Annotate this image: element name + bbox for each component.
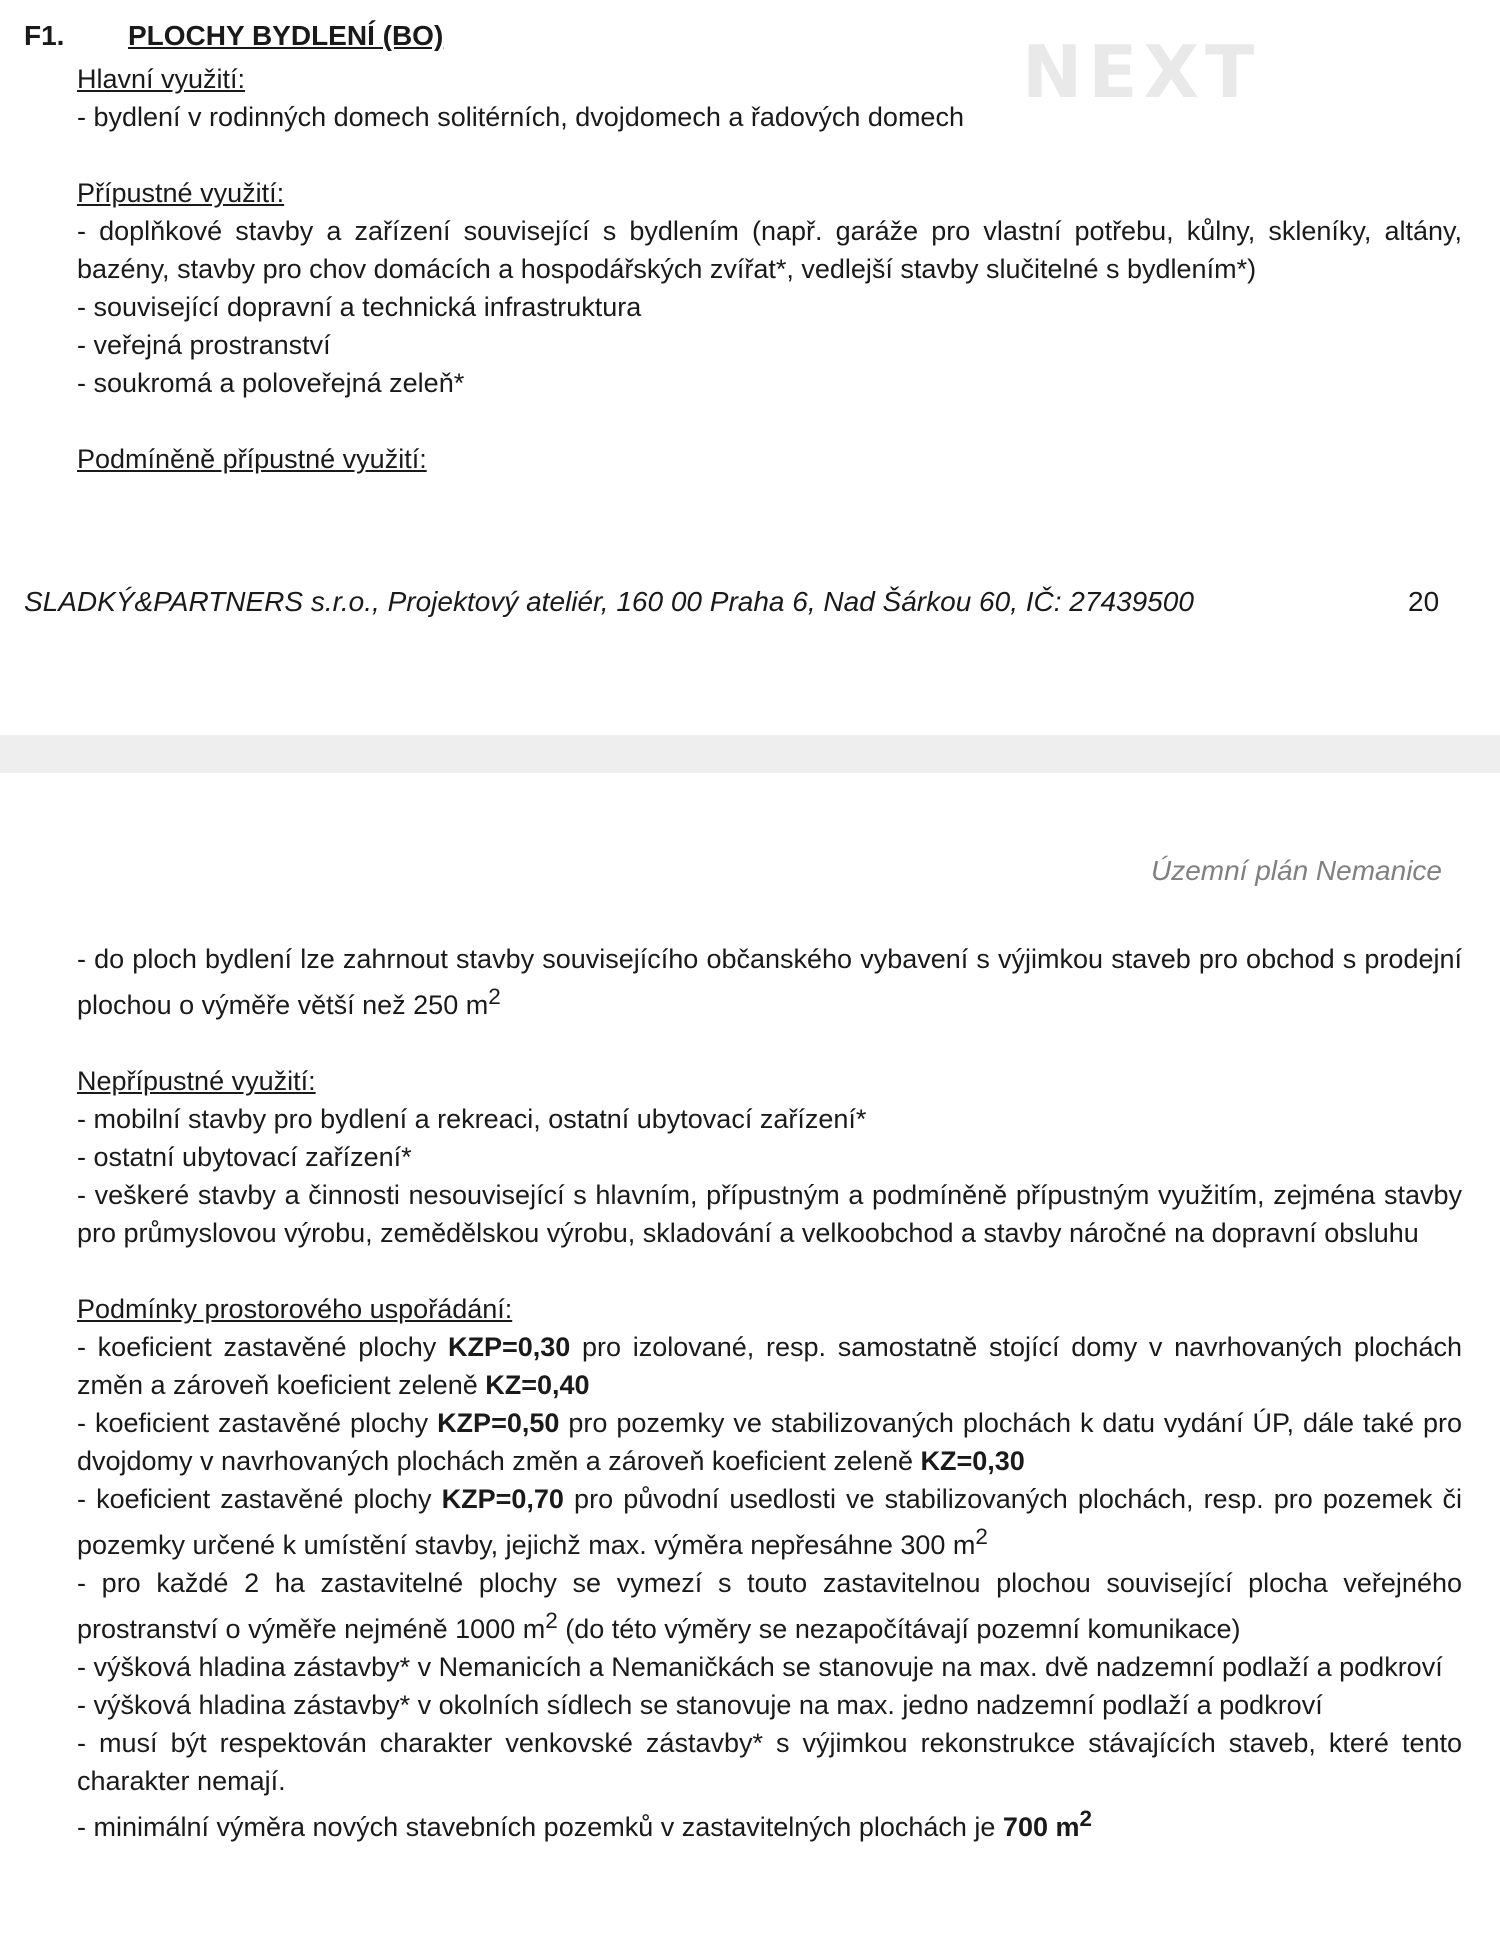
spatial-item: - koeficient zastavěné plochy KZP=0,70 pro původní usedlosti ve stabilizovaných plochách, resp. pro pozemek či pozemky určené k umístění stavby, jejichž max. výměra nepřesáhne 300 $m^2$ xyxy=(77,1484,1462,1560)
permitted-use-item: - soukromá a poloveřejná zeleň* xyxy=(77,368,465,398)
spatial-item: - výšková hladina zástavby* v okolních sídlech se stanovuje na max. jedno nadzemní podlaží a podkroví xyxy=(77,1690,1323,1720)
permitted-use-title: Přípustné využití: xyxy=(77,178,285,208)
spatial-item: - musí být respektován charakter venkovské zástavby* s výjimkou rekonstrukce stávajících staveb, které tento charakter nemají. xyxy=(77,1728,1462,1796)
main-use-item: - bydlení v rodinných domech solitérních, dvojdomech a řadových domech xyxy=(77,102,964,132)
spatial-item: - koeficient zastavěné plochy KZP=0,30 pro izolované, resp. samostatně stojící domy v navrhovaných plochách změn a zároveň koeficient zeleně KZ=0,40 xyxy=(77,1332,1462,1400)
main-use-title: Hlavní využití: xyxy=(77,64,246,94)
section-number: F1. xyxy=(24,20,65,51)
permitted-use-item: - veřejná prostranství xyxy=(77,330,331,360)
prohibited-use-title: Nepřípustné využití: xyxy=(77,1066,316,1096)
running-header: Územní plán Nemanice xyxy=(1150,855,1442,886)
prohibited-use-item: - ostatní ubytovací zařízení* xyxy=(77,1142,412,1172)
spatial-title: Podmínky prostorového uspořádání: xyxy=(77,1294,513,1324)
conditional-use-item: - do ploch bydlení lze zahrnout stavby souvisejícího občanského vybavení s výjimkou staveb pro obchod s prodejní plochou o výměře větší než 250 $m^2$ xyxy=(77,944,1462,1020)
section-body-top xyxy=(77,60,1462,478)
conditional-use-title: Podmíněně přípustné využití: xyxy=(77,444,427,474)
section-body-bottom xyxy=(77,940,1462,1846)
section-heading xyxy=(24,20,443,52)
page-number: 20 xyxy=(1408,586,1440,617)
spatial-item: - pro každé 2 ha zastavitelné plochy se vymezí s touto zastavitelnou plochou související plocha veřejného prostranství o výměře nejméně 1000 $m^2$ (do této výměry se nezapočítávají pozemní komunikace) xyxy=(77,1568,1462,1644)
page-separator xyxy=(0,735,1500,773)
document-page-top xyxy=(0,0,1500,735)
spatial-item: - koeficient zastavěné plochy KZP=0,50 pro pozemky ve stabilizovaných plochách k datu vydání ÚP, dále také pro dvojdomy v navrhovaných plochách změn a zároveň koeficient zeleně KZ=0,30 xyxy=(77,1408,1462,1476)
page-footer: SLADKÝ&PARTNERS s.r.o., Projektový ateliér, 160 00 Praha 6, Nad Šárkou 60, IČ: 27439500 xyxy=(24,586,1194,617)
prohibited-use-item: - mobilní stavby pro bydlení a rekreaci, ostatní ubytovací zařízení* xyxy=(77,1104,867,1134)
spatial-item: - výšková hladina zástavby* v Nemanicích a Nemaničkách se stanovuje na max. dvě nadzemní podlaží a podkroví xyxy=(77,1652,1443,1682)
permitted-use-item: - doplňkové stavby a zařízení související s bydlením (např. garáže pro vlastní potřebu, kůlny, skleníky, altány, bazény, stavby pro chov domácích a hospodářských zvířat*, vedlejší stavby slučitelné s bydlením*) xyxy=(77,216,1462,284)
section-title: PLOCHY BYDLENÍ (BO) xyxy=(128,20,444,51)
next-watermark-logo: NEXT xyxy=(1022,30,1261,114)
spatial-item: - minimální výměra nových stavebních pozemků v zastavitelných plochách je 700 $m^2$ xyxy=(77,1806,1092,1842)
prohibited-use-item: - veškeré stavby a činnosti nesouvisející s hlavním, přípustným a podmíněně přípustným využitím, zejména stavby pro průmyslovou výrobu, zemědělskou výrobu, skladování a velkoobchod a stavby náročné na dopravní obsluhu xyxy=(77,1180,1462,1248)
permitted-use-item: - související dopravní a technická infrastruktura xyxy=(77,292,642,322)
